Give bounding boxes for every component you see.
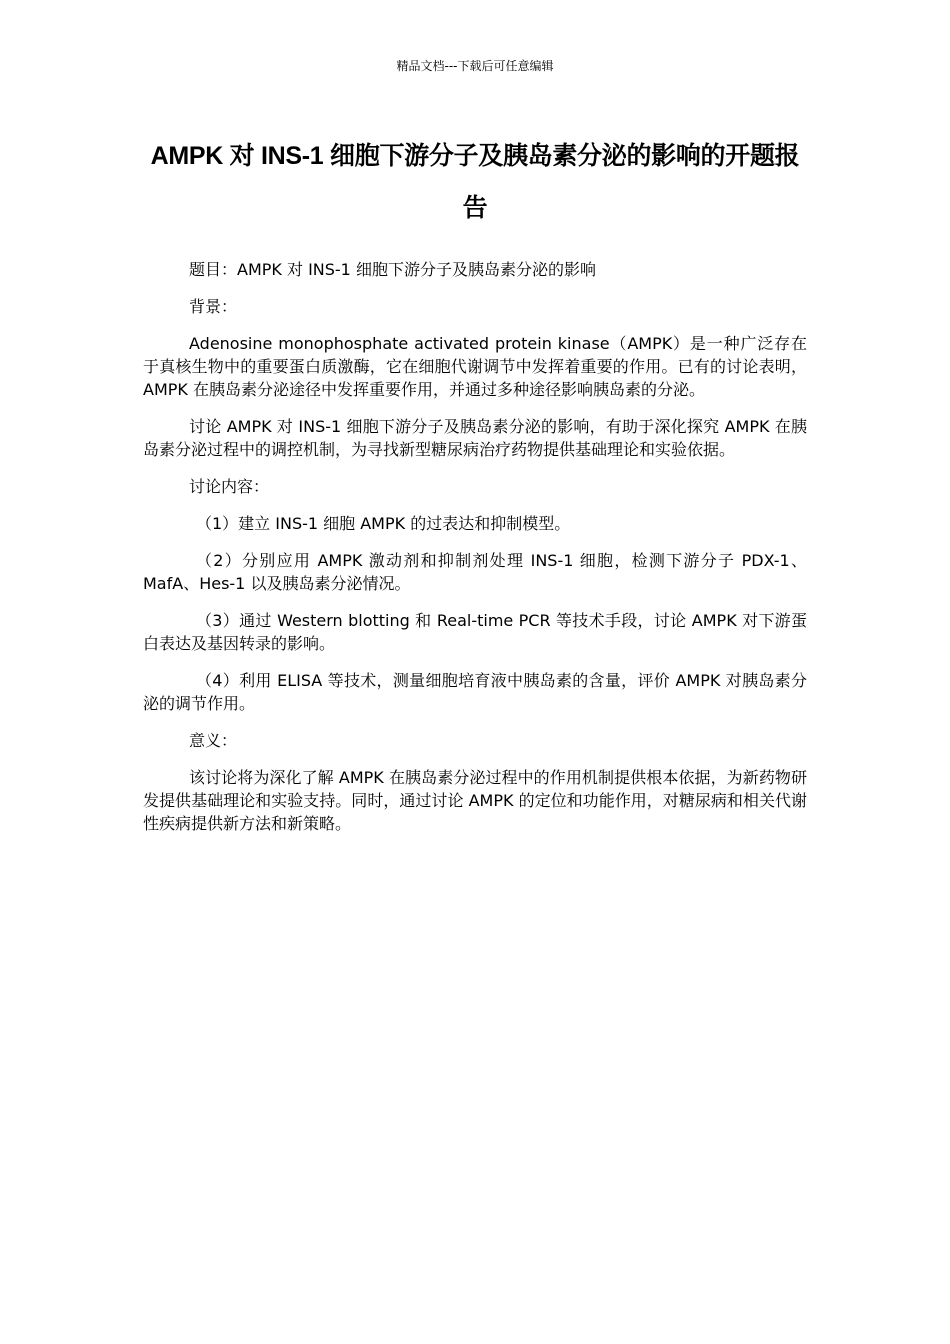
content-heading: 讨论内容：	[189, 477, 270, 496]
subject-line: 题目：AMPK 对 INS-1 细胞下游分子及胰岛素分泌的影响	[189, 260, 596, 279]
page-header-note: 精品文档---下载后可任意编辑	[396, 59, 554, 73]
significance-paragraph: 该讨论将为深化了解 AMPK 在胰岛素分泌过程中的作用机制提供根本依据，为新药物研发提供基础理论和实验支持。同时，通过讨论 AMPK 的定位和功能作用，对糖尿病和相关代谢性疾病提供新方法和新策略。	[143, 768, 807, 833]
background-heading: 背景：	[189, 297, 238, 316]
content-item-3: （3）通过 Western blotting 和 Real-time PCR 等技术手段，讨论 AMPK 对下游蛋白表达及基因转录的影响。	[143, 611, 807, 653]
content-item-4: （4）利用 ELISA 等技术，测量细胞培育液中胰岛素的含量，评价 AMPK 对胰岛素分泌的调节作用。	[143, 671, 807, 713]
content-item-1: （1）建立 INS-1 细胞 AMPK 的过表达和抑制模型。	[196, 514, 571, 533]
document-body	[143, 258, 807, 849]
content-item-2: （2）分别应用 AMPK 激动剂和抑制剂处理 INS-1 细胞，检测下游分子 PDX-1、MafA、Hes-1 以及胰岛素分泌情况。	[143, 551, 807, 593]
background-paragraph-2: 讨论 AMPK 对 INS-1 细胞下游分子及胰岛素分泌的影响，有助于深化探究 AMPK 在胰岛素分泌过程中的调控机制，为寻找新型糖尿病治疗药物提供基础理论和实验依据。	[143, 417, 807, 459]
document-title: AMPK 对 INS-1 细胞下游分子及胰岛素分泌的影响的开题报告	[150, 142, 800, 222]
background-paragraph-1: Adenosine monophosphate activated protein kinase（AMPK）是一种广泛存在于真核生物中的重要蛋白质激酶，它在细胞代谢调节中发挥着重要的作用。已有的讨论表明，AMPK 在胰岛素分泌途径中发挥重要作用，并通过多种途径影响胰岛素的分泌。	[143, 334, 807, 399]
significance-heading: 意义：	[189, 731, 238, 750]
